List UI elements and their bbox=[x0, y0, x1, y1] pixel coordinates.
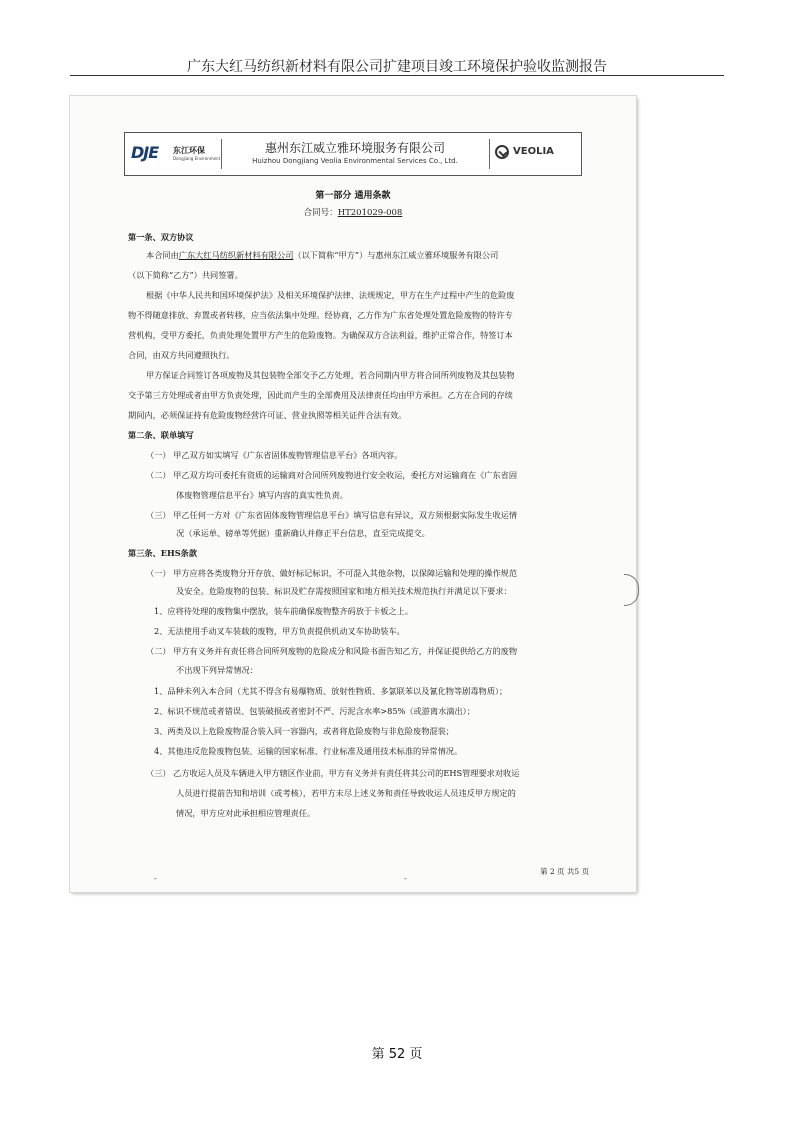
article-3-item-2-sub-3: 3、两类及以上危险废物混合装入同一容器内，或者将危险废物与非危险废物混装； bbox=[154, 726, 454, 736]
article-3-item-1-line-1: （一） 甲方应将各类废物分开存放、做好标记标识，不可混入其他杂物，以保障运输和处理的操作规范 bbox=[146, 568, 518, 578]
article-1-line-7: 甲方保证合同签订各项废物及其包装物全部交予乙方处理，若合同期内甲方将合同所列废物及其包装物 bbox=[146, 370, 515, 380]
page-number: 第 52 页 bbox=[371, 1047, 423, 1062]
header-rule bbox=[70, 75, 724, 76]
article-3-item-1-sub-2: 2、无法使用手动叉车装载的废物，甲方负责提供机动叉车协助装车。 bbox=[154, 626, 405, 636]
contract-number bbox=[70, 206, 636, 218]
binder-clip-mark bbox=[624, 574, 639, 606]
article-3-item-3-line-2: 人员进行提前告知和培训（或考核），若甲方未尽上述义务和责任导致收运人员违反甲方规定的 bbox=[176, 788, 516, 798]
article-2-title: 第二条、联单填写 bbox=[128, 430, 194, 440]
article-2-item-3-line-1: （三） 甲乙任何一方对《广东省固体废物管理信息平台》填写信息有异议，双方须根据实际发生收运情 bbox=[146, 510, 518, 520]
article-3-item-2-line-2: 不出现下列异常情况： bbox=[176, 665, 258, 675]
company-name-en: Huizhou Dongjiang Veolia Environmental Services Co., Ltd. bbox=[252, 157, 458, 165]
article-3-item-1-sub-1: 1、应将待处理的废物集中摆放，装车前确保废物整齐码放于卡板之上。 bbox=[154, 606, 414, 616]
contract-number-label: 合同号： bbox=[303, 208, 338, 218]
scan-page-of: 第 2 页 共5 页 bbox=[540, 867, 590, 876]
article-1-line-2: （以下简称“乙方”）共同签署。 bbox=[128, 270, 243, 280]
veolia-check-icon bbox=[495, 145, 509, 159]
scanned-contract-page bbox=[70, 96, 636, 892]
report-header-title: 广东大红马纺织新材料有限公司扩建项目竣工环境保护验收监测报告 bbox=[187, 59, 607, 75]
dje-logo bbox=[131, 143, 221, 165]
company-name-cn: 惠州东江威立雅环境服务有限公司 bbox=[264, 141, 445, 155]
a1-l1-post: （以下简称“甲方”）与惠州东江威立雅环境服务有限公司 bbox=[293, 250, 499, 260]
article-1-line-4: 物不得随意排放、弃置或者转移，应当依法集中处理。经协商，乙方作为广东省处理处置危险废物的特许专 bbox=[128, 310, 513, 320]
contract-number-value: HT201029-008 bbox=[337, 208, 403, 218]
article-3-title: 第三条、EHS条款 bbox=[128, 548, 198, 558]
party-a-name: 广东大红马纺织新材料有限公司 bbox=[178, 250, 294, 260]
article-1-line-9: 期间内，必须保证持有危险废物经营许可证、营业执照等相关证件合法有效。 bbox=[128, 410, 407, 420]
article-2-item-2-line-2: 体废物管理信息平台》填写内容的真实性负责。 bbox=[176, 490, 348, 500]
veolia-logo bbox=[495, 144, 575, 164]
article-1-line-8: 交予第三方处理或者由甲方负责处理，因此而产生的全部费用及法律责任均由甲方承担。乙方在合同的存续 bbox=[128, 390, 513, 400]
article-1-title: 第一条、双方协议 bbox=[128, 232, 194, 242]
article-3-item-2-sub-2: 2、标识不规范或者错误、包装破损或者密封不严、污泥含水率>85%（或游离水滴出）； bbox=[154, 706, 475, 716]
article-1-line-3: 根据《中华人民共和国环境保护法》及相关环境保护法律、法规规定，甲方在生产过程中产生的危险废 bbox=[146, 290, 515, 300]
scan-mark-left: - bbox=[154, 874, 157, 883]
article-3-item-3-line-1: （三） 乙方收运人员及车辆进入甲方辖区作业前，甲方有义务并有责任将其公司的EHS管理要求对收运 bbox=[146, 768, 520, 778]
article-3-item-3-line-3: 情况，甲方应对此承担相应管理责任。 bbox=[176, 808, 316, 818]
article-3-item-2-sub-4: 4、其他违反危险废物包装、运输的国家标准、行业标准及通用技术标准的异常情况。 bbox=[154, 746, 463, 756]
article-1-line-1 bbox=[146, 250, 498, 261]
article-2-item-1: （一） 甲乙双方如实填写《广东省固体废物管理信息平台》各项内容。 bbox=[146, 450, 403, 460]
article-1-line-6: 合同，由双方共同遵照执行。 bbox=[128, 350, 235, 360]
article-2-item-2-line-1: （二） 甲乙双方均可委托有资质的运输商对合同所列废物进行安全收运，委托方对运输商在《广东省固 bbox=[146, 470, 518, 480]
part-title: 第一部分 通用条款 bbox=[315, 191, 391, 201]
dje-logo-cn: 东江环保 bbox=[173, 146, 205, 155]
article-3-item-1-line-2: 及安全。危险废物的包装、标识及贮存需按照国家和地方相关技术规范执行并满足以下要求： bbox=[176, 586, 512, 596]
article-3-item-2-line-1: （二） 甲方有义务并有责任将合同所列废物的危险成分和风险书面告知乙方，并保证提供给乙方的废物 bbox=[146, 646, 518, 656]
letterhead bbox=[124, 132, 582, 176]
article-3-item-2-sub-1: 1、品种未列入本合同（尤其不得含有易爆物质、放射性物质、多氯联苯以及氰化物等剧毒物质）； bbox=[154, 686, 508, 696]
a1-l1-pre: 本合同由 bbox=[146, 250, 179, 260]
veolia-wordmark: VEOLIA bbox=[513, 146, 554, 157]
letterhead-divider-right bbox=[489, 139, 490, 169]
article-1-line-5: 营机构，受甲方委托，负责处理处置甲方产生的危险废物。为确保双方合法利益，维护正常合作，特签订本 bbox=[128, 330, 513, 340]
letterhead-divider-left bbox=[221, 139, 222, 169]
dje-logo-mark: DJE bbox=[131, 143, 159, 162]
dje-logo-sub: Dongjiang Environment bbox=[173, 156, 221, 161]
scan-mark-mid: - bbox=[404, 874, 407, 883]
article-2-item-3-line-2: 况（承运单、磅单等凭据）重新确认并修正平台信息，直至完成提交。 bbox=[176, 528, 430, 538]
